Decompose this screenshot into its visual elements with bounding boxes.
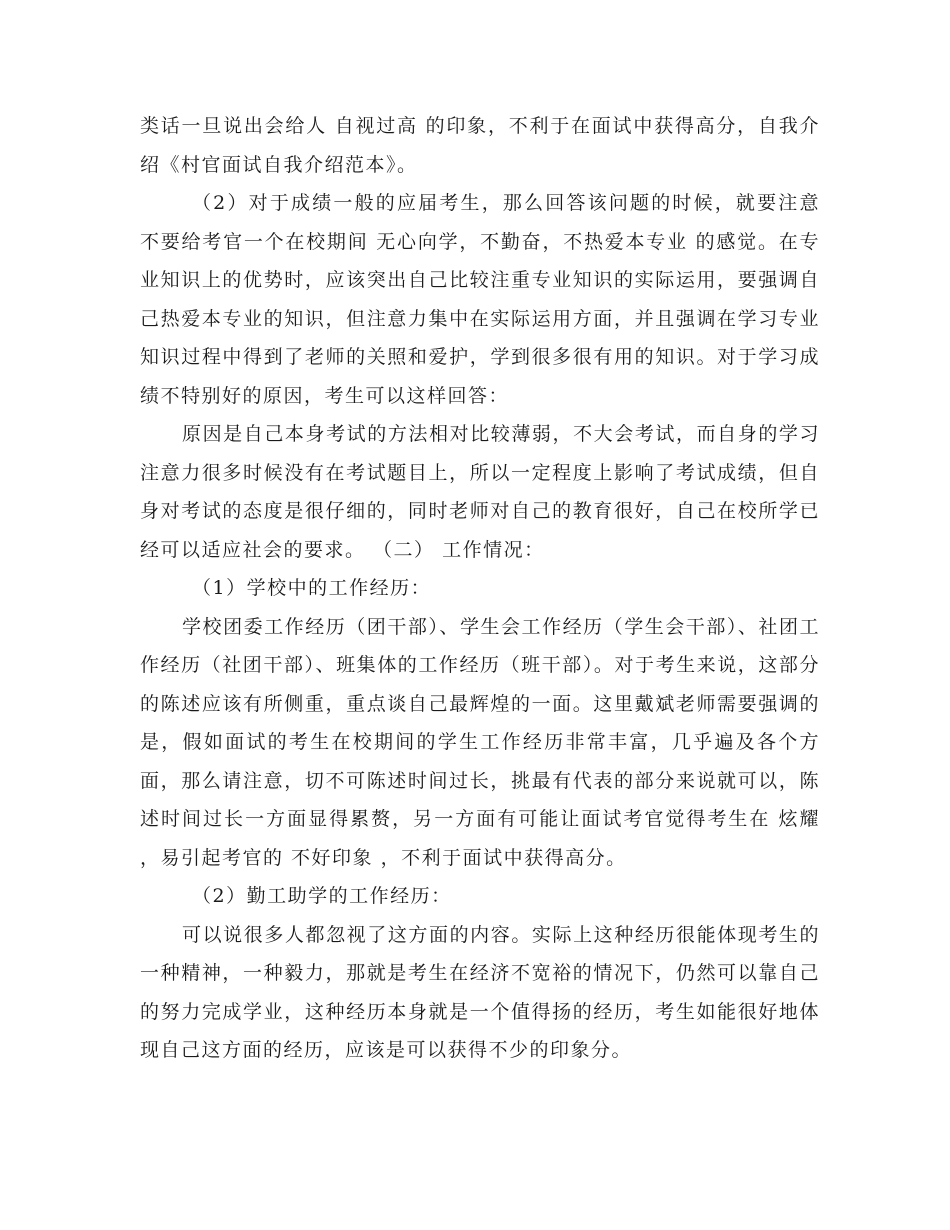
paragraph-6: （2）勤工助学的工作经历： (192, 885, 452, 907)
paragraph-7: 可以说很多人都忽视了这方面的内容。实际上这种经历很能体现考生的一种精神，一种毅力，那就是考生在经济不宽裕的情况下，仍然可以靠自己的努力完成学业，这种经历本身就是一个值得扬的经历，考生如能很好地体现自己这方面的经历，应该是可以获得不少的印象分。 (140, 923, 820, 1061)
paragraph-5: 学校团委工作经历（团干部）、学生会工作经历（学生会干部）、社团工作经历（社团干部）、班集体的工作经历（班干部）。对于考生来说，这部分的陈述应该有所侧重，重点谈自己最辉煌的一面。这里戴斌老师需要强调的是，假如面试的考生在校期间的学生工作经历非常丰富，几乎遍及各个方面，那么请注意，切不可陈述时间过长，挑最有代表的部分来说就可以，陈述时间过长一方面显得累赘，另一方面有可能让面试考官觉得考生在 炫耀 ，易引起考官的 不好印象 ，不利于面试中获得高分。 (140, 615, 820, 869)
paragraph-2: （2）对于成绩一般的应届考生，那么回答该问题的时候，就要注意不要给考官一个在校期间 无心向学，不勤奋，不热爱本专业 的感觉。在专业知识上的优势时，应该突出自己比较注重专业知识的实际运用，要强调自己热爱本专业的知识，但注意力集中在实际运用方面，并且强调在学习专业知识过程中得到了老师的关照和爱护，学到很多很有用的知识。对于学习成绩不特别好的原因，考生可以这样回答： (140, 192, 820, 407)
paragraph-4: （1）学校中的工作经历： (192, 577, 432, 599)
paragraph-3: 原因是自己本身考试的方法相对比较薄弱，不大会考试，而自身的学习注意力很多时候没有在考试题目上，所以一定程度上影响了考试成绩，但自身对考试的态度是很仔细的，同时老师对自己的教育很好，自己在校所学已经可以适应社会的要求。 （二） 工作情况： (140, 423, 820, 561)
document-body (140, 107, 820, 1070)
paragraph-1: 类话一旦说出会给人 自视过高 的印象，不利于在面试中获得高分，自我介绍《村官面试自我介绍范本》。 (140, 115, 820, 176)
